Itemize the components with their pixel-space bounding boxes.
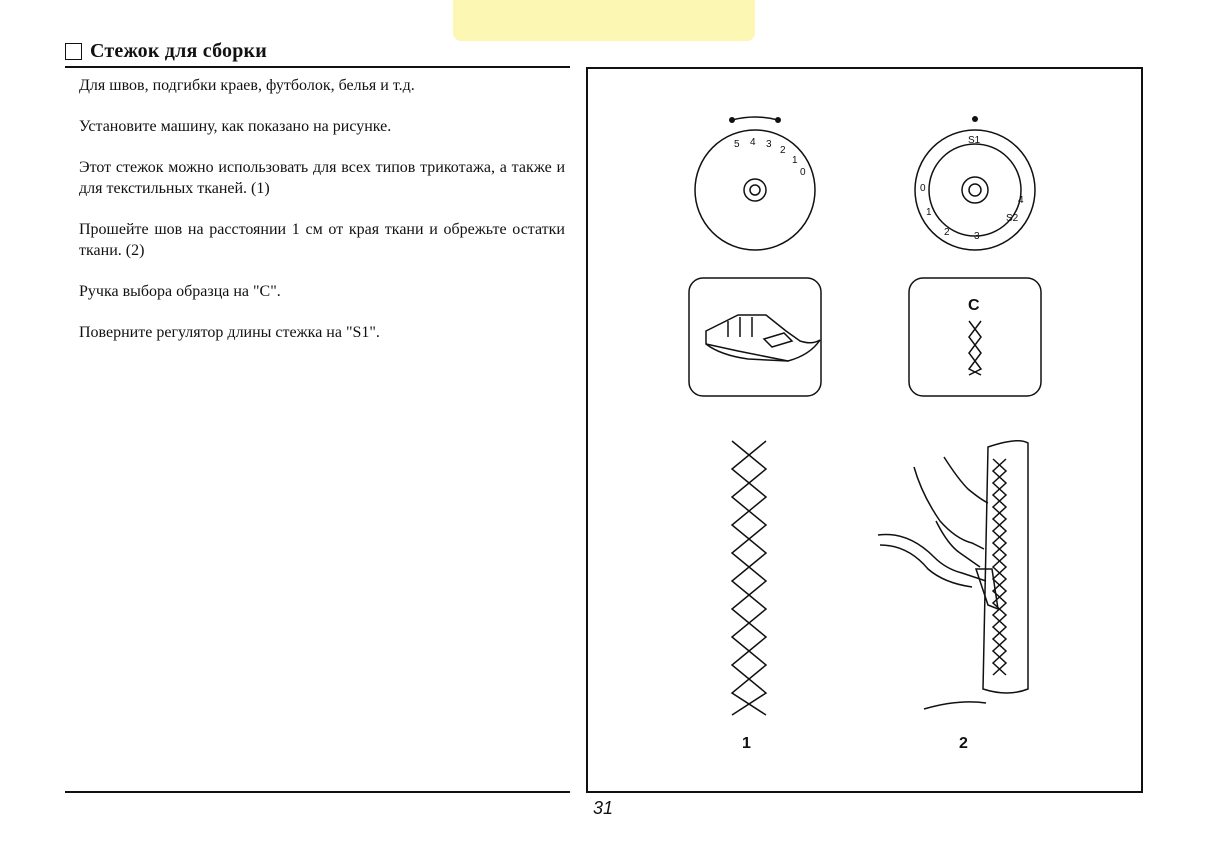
paragraph: Ручка выбора образца на "C". [79, 283, 281, 300]
section-header [65, 38, 267, 64]
paragraph: Поверните регулятор длины стежка на "S1". [79, 324, 380, 341]
dial-mark: S2 [1006, 213, 1019, 224]
header-tab [453, 0, 755, 41]
dial-mark: 5 [734, 139, 740, 150]
figure-caption: 2 [959, 735, 968, 752]
stitch-sample-icon [732, 441, 766, 715]
page-title: Стежок для сборки [90, 39, 267, 62]
page-number: 31 [593, 798, 614, 818]
illustration [588, 69, 1140, 790]
dial-mark: 2 [780, 145, 786, 156]
instructions [79, 75, 565, 363]
dial-mark: 4 [750, 137, 756, 148]
checkbox-icon [65, 43, 82, 60]
presser-foot-icon [689, 278, 821, 396]
dial-mark: 3 [974, 231, 980, 242]
top-divider [65, 66, 570, 68]
dial-mark: 4 [1018, 195, 1024, 206]
paragraph: Для швов, подгибки краев, футболок, белья и т.д. [79, 77, 415, 94]
dial-mark: 2 [944, 227, 950, 238]
paragraph: Прошейте шов на расстоянии 1 см от края ткани и обрежьте остатки ткани. (2) [79, 221, 565, 259]
dial-mark: 3 [766, 139, 772, 150]
dial-mark: 1 [926, 207, 932, 218]
dial-mark: 1 [792, 155, 798, 166]
paragraph: Установите машину, как показано на рисунке. [79, 118, 392, 135]
illustration-panel [586, 67, 1143, 793]
dial-mark: 0 [800, 167, 806, 178]
pattern-letter: C [968, 297, 980, 314]
bottom-divider [65, 791, 570, 793]
paragraph: Этот стежок можно использовать для всех типов трикотажа, а также и для текстильных тканей. (1) [79, 159, 565, 197]
fabric-trimming-icon [878, 441, 1028, 709]
dial-mark: S1 [968, 135, 981, 146]
figure-caption: 1 [742, 735, 751, 752]
dial-mark: 0 [920, 183, 926, 194]
pattern-selector-icon [909, 278, 1041, 396]
